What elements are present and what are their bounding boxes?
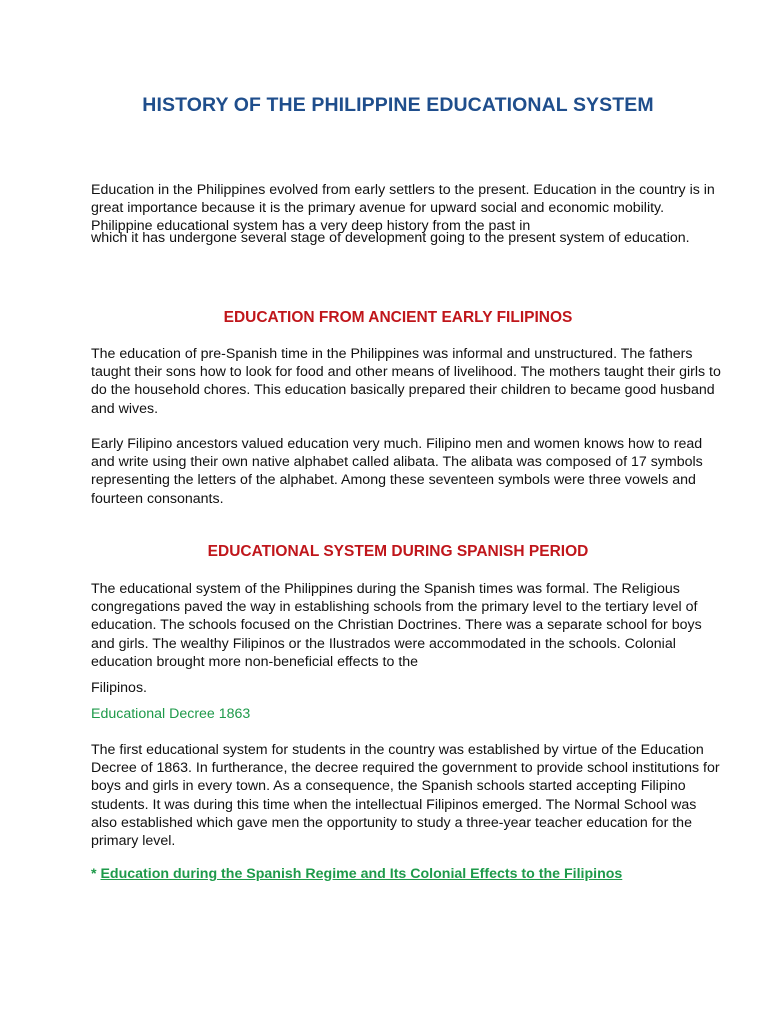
educational-decree-paragraph: The first educational system for students in the country was established by virtue of the Education Decree of 1863. In furtherance, the decree required the government to provide school institutions for boys and girls in every town. As a consequence, the Spanish schools started accepting Filipino students. It was during this time when the intellectual Filipinos emerged. The Normal School was also established which gave men the opportunity to study a three-year teacher education for the primary level. — [91, 742, 720, 850]
spanish-period-paragraph: The educational system of the Philippines during the Spanish times was formal. The Religious congregations paved the way in establishing schools from the primary level to the tertiary level of education. The schools focused on the Christian Doctrines. There was a separate school for boys and girls. The wealthy Filipinos or the Ilustrados were accommodated in the schools. Colonial education brought more non-beneficial effects to the — [91, 581, 702, 670]
intro-text-part-1: Education in the Philippines evolved from early settlers to the present. Education in the country is in great importance because it is the primary avenue for upward social and economic mobility. Philippine educational system has a very deep history from the past in — [91, 182, 715, 235]
document-title: HISTORY OF THE PHILIPPINE EDUCATIONAL SYSTEM — [142, 94, 654, 116]
spanish-period-paragraph-end: Filipinos. — [91, 680, 147, 696]
section-heading-ancient-education: EDUCATION FROM ANCIENT EARLY FILIPINOS — [223, 309, 573, 326]
ancient-education-paragraph-1: The education of pre-Spanish time in the Philippines was informal and unstructured. The fathers taught their sons how to look for food and other means of livelihood. The mothers taught their girls to do the household chores. This education basically prepared their children to became good husband and wives. — [91, 346, 721, 417]
spanish-regime-article-link[interactable]: Education during the Spanish Regime and Its Colonial Effects to the Filipinos — [100, 866, 623, 882]
ancient-education-paragraph-2: Early Filipino ancestors valued education very much. Filipino men and women knows how to read and write using their own native alphabet called alibata. The alibata was composed of 17 symbols representing the letters of the alphabet. Among these seventeen symbols were three vowels and fourteen consonants. — [91, 436, 703, 507]
intro-paragraph — [91, 181, 721, 246]
educational-decree-subheading: Educational Decree 1863 — [91, 706, 251, 722]
section-heading-spanish-period: EDUCATIONAL SYSTEM DURING SPANISH PERIOD — [207, 543, 589, 560]
link-bullet: * — [91, 866, 101, 882]
intro-text-part-2: which it has undergone several stage of development going to the present system of education. — [91, 229, 690, 246]
related-article-link-line — [91, 866, 622, 882]
